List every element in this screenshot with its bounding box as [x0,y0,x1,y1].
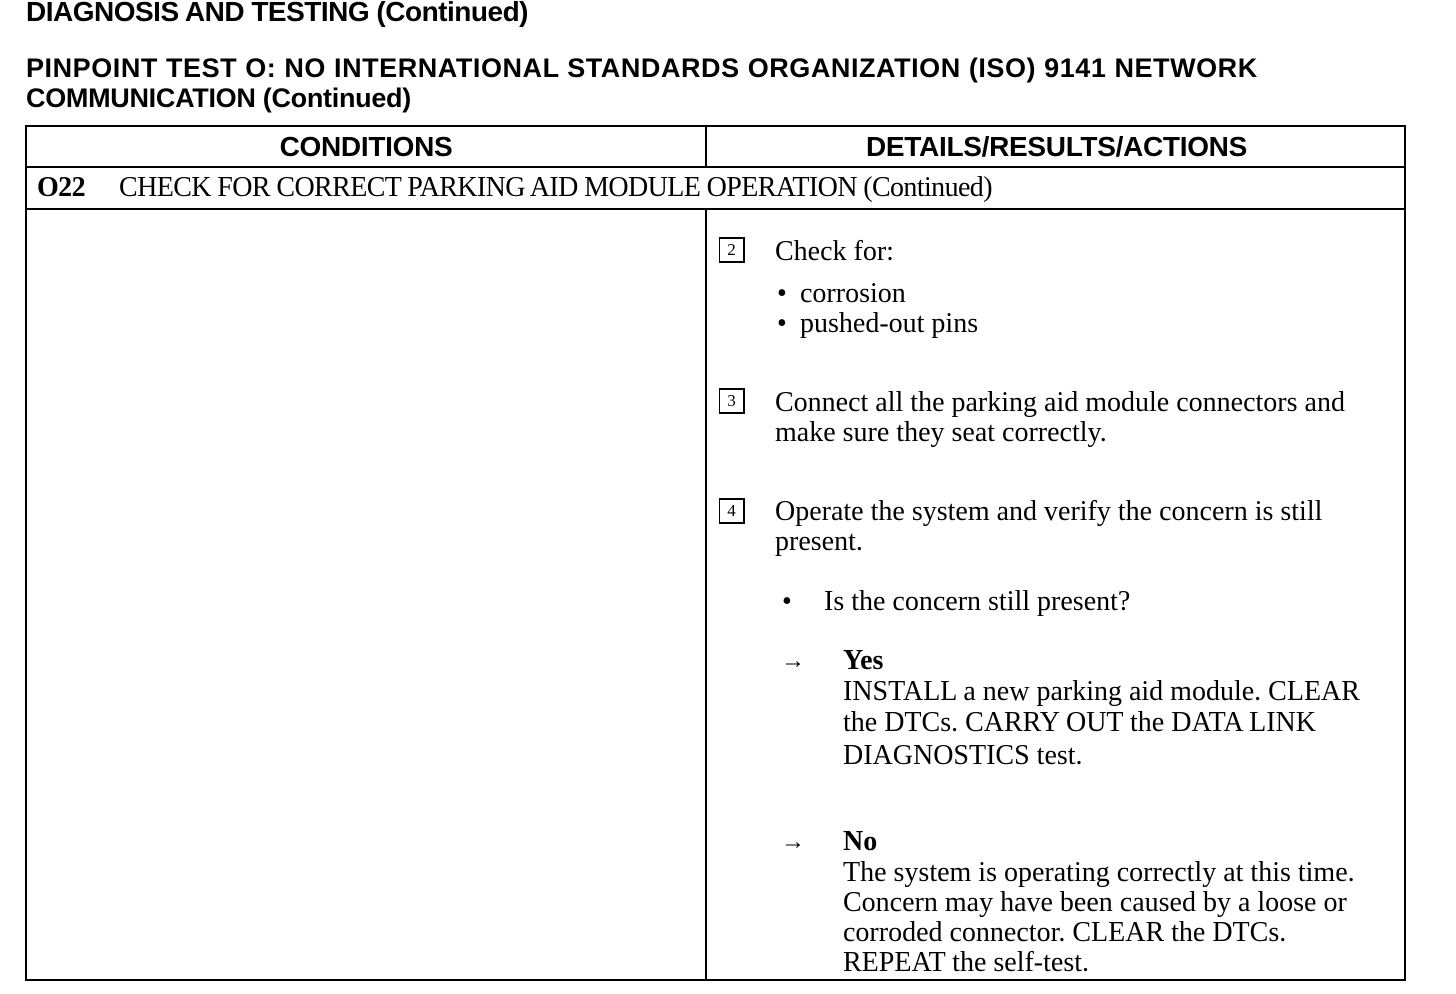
test-title-line-1: PINPOINT TEST O: NO INTERNATIONAL STANDARDS ORGANIZATION (ISO) 9141 NETWORK [26,53,1258,83]
answer-no-line-4: REPEAT the self-test. [843,947,1090,978]
step-number-box-4: 4 [719,498,745,524]
test-title-line-2: COMMUNICATION (Continued) [26,83,411,113]
step-title: CHECK FOR CORRECT PARKING AID MODULE OPERATION (Continued) [119,172,992,203]
arrow-right-icon: → [781,829,805,855]
step-number-box-2: 2 [719,237,745,263]
page-title: DIAGNOSIS AND TESTING (Continued) [26,0,528,27]
conditions-column-header: CONDITIONS [279,131,453,162]
step-3-text-line-2: make sure they seat correctly. [775,417,1107,448]
answer-yes-line-1: INSTALL a new parking aid module. CLEAR [843,676,1360,707]
step-number-box-3: 3 [719,388,745,414]
header-divider [27,166,1404,168]
answer-yes-label: Yes [843,645,884,676]
step-3-text-line-1: Connect all the parking aid module connectors and [775,387,1345,418]
step-4-question: Is the concern still present? [824,586,1131,617]
step-2-text: Check for: [775,236,894,267]
answer-yes-line-3: DIAGNOSTICS test. [843,740,1083,771]
body-column-divider [705,208,707,979]
bullet-icon: • [777,308,787,339]
answer-no-label: No [843,826,878,857]
answer-yes-line-2: the DTCs. CARRY OUT the DATA LINK [843,707,1316,738]
pinpoint-test-table [25,125,1406,981]
answer-no-line-2: Concern may have been caused by a loose or [843,887,1347,918]
pinpoint-test-title [26,53,1416,113]
step-row-divider [27,208,1404,210]
step-4-text-line-2: present. [775,526,863,557]
step-4-text-line-1: Operate the system and verify the concern is still [775,496,1323,527]
details-column-header: DETAILS/RESULTS/ACTIONS [866,131,1247,162]
bullet-icon: • [782,586,792,617]
step-2-bullet-1: corrosion [800,278,906,309]
step-code: O22 [37,172,85,203]
step-row [37,172,992,204]
arrow-right-icon: → [781,648,805,674]
step-2-bullet-2: pushed-out pins [800,308,979,339]
answer-no-line-3: corroded connector. CLEAR the DTCs. [843,917,1287,948]
answer-no-line-1: The system is operating correctly at this time. [843,857,1355,888]
bullet-icon: • [777,278,787,309]
